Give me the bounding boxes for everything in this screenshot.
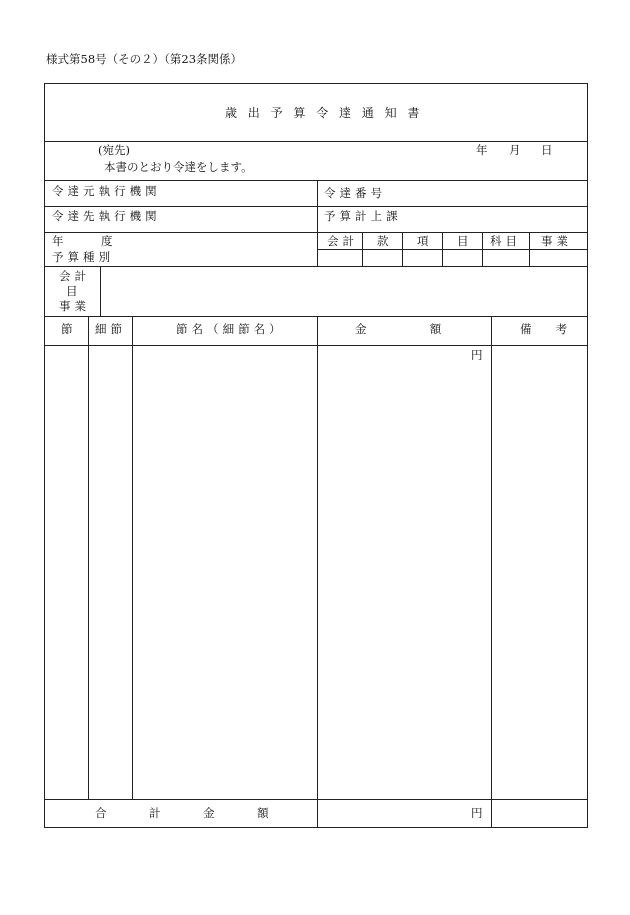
stack-account-label: 会計 (59, 269, 91, 283)
divider (45, 266, 588, 267)
date-month: 月 (509, 143, 521, 157)
budget-type-label: 予算種別 (52, 250, 115, 264)
total-amount-label: 合計金額 (95, 806, 312, 820)
divider (442, 232, 443, 266)
header-name: 節名（細節名） (176, 322, 285, 336)
fiscal-year-label: 年 (52, 234, 64, 248)
budget-section-label: 予算計上課 (324, 209, 402, 223)
total-yen-unit: 円 (471, 806, 483, 820)
divider (132, 316, 133, 799)
fiscal-year-suffix: 度 (101, 234, 113, 248)
header-remarks: 備考 (520, 322, 592, 336)
header-section: 節 (61, 322, 73, 336)
divider (317, 180, 318, 266)
divider (491, 316, 492, 828)
budget-header-project: 事業 (541, 234, 573, 248)
form-number-label: 様式第58号（その２）（第23条関係） (46, 52, 243, 66)
budget-header-subject: 科目 (490, 234, 522, 248)
divider (482, 232, 483, 266)
notice-form (44, 83, 592, 828)
divider (100, 266, 101, 316)
budget-header-kan: 款 (377, 234, 389, 248)
amount-yen-unit: 円 (471, 348, 483, 362)
order-number-label: 令達番号 (324, 186, 387, 200)
budget-header-account: 会計 (327, 234, 359, 248)
budget-header-moku: 目 (457, 234, 469, 248)
notice-text: 本書のとおり令達をします。 (104, 160, 253, 174)
stack-project-label: 事業 (59, 299, 91, 313)
divider (402, 232, 403, 266)
form-title: 歳出予算令達通知書 (225, 106, 431, 120)
addressee-label: (宛先) (98, 143, 130, 157)
divider (45, 141, 588, 142)
divider (88, 316, 89, 799)
divider (317, 249, 588, 250)
header-subsection: 細節 (95, 322, 127, 336)
budget-header-kou: 項 (417, 234, 429, 248)
stack-item-label: 目 (66, 284, 78, 298)
divider (317, 316, 318, 828)
origin-agency-label: 令達元執行機関 (52, 184, 161, 198)
date-day: 日 (541, 143, 553, 157)
divider (529, 232, 530, 266)
divider (362, 232, 363, 266)
header-amount: 金額 (355, 322, 505, 336)
date-year: 年 (476, 143, 488, 157)
dest-agency-label: 令達先執行機関 (52, 209, 161, 223)
